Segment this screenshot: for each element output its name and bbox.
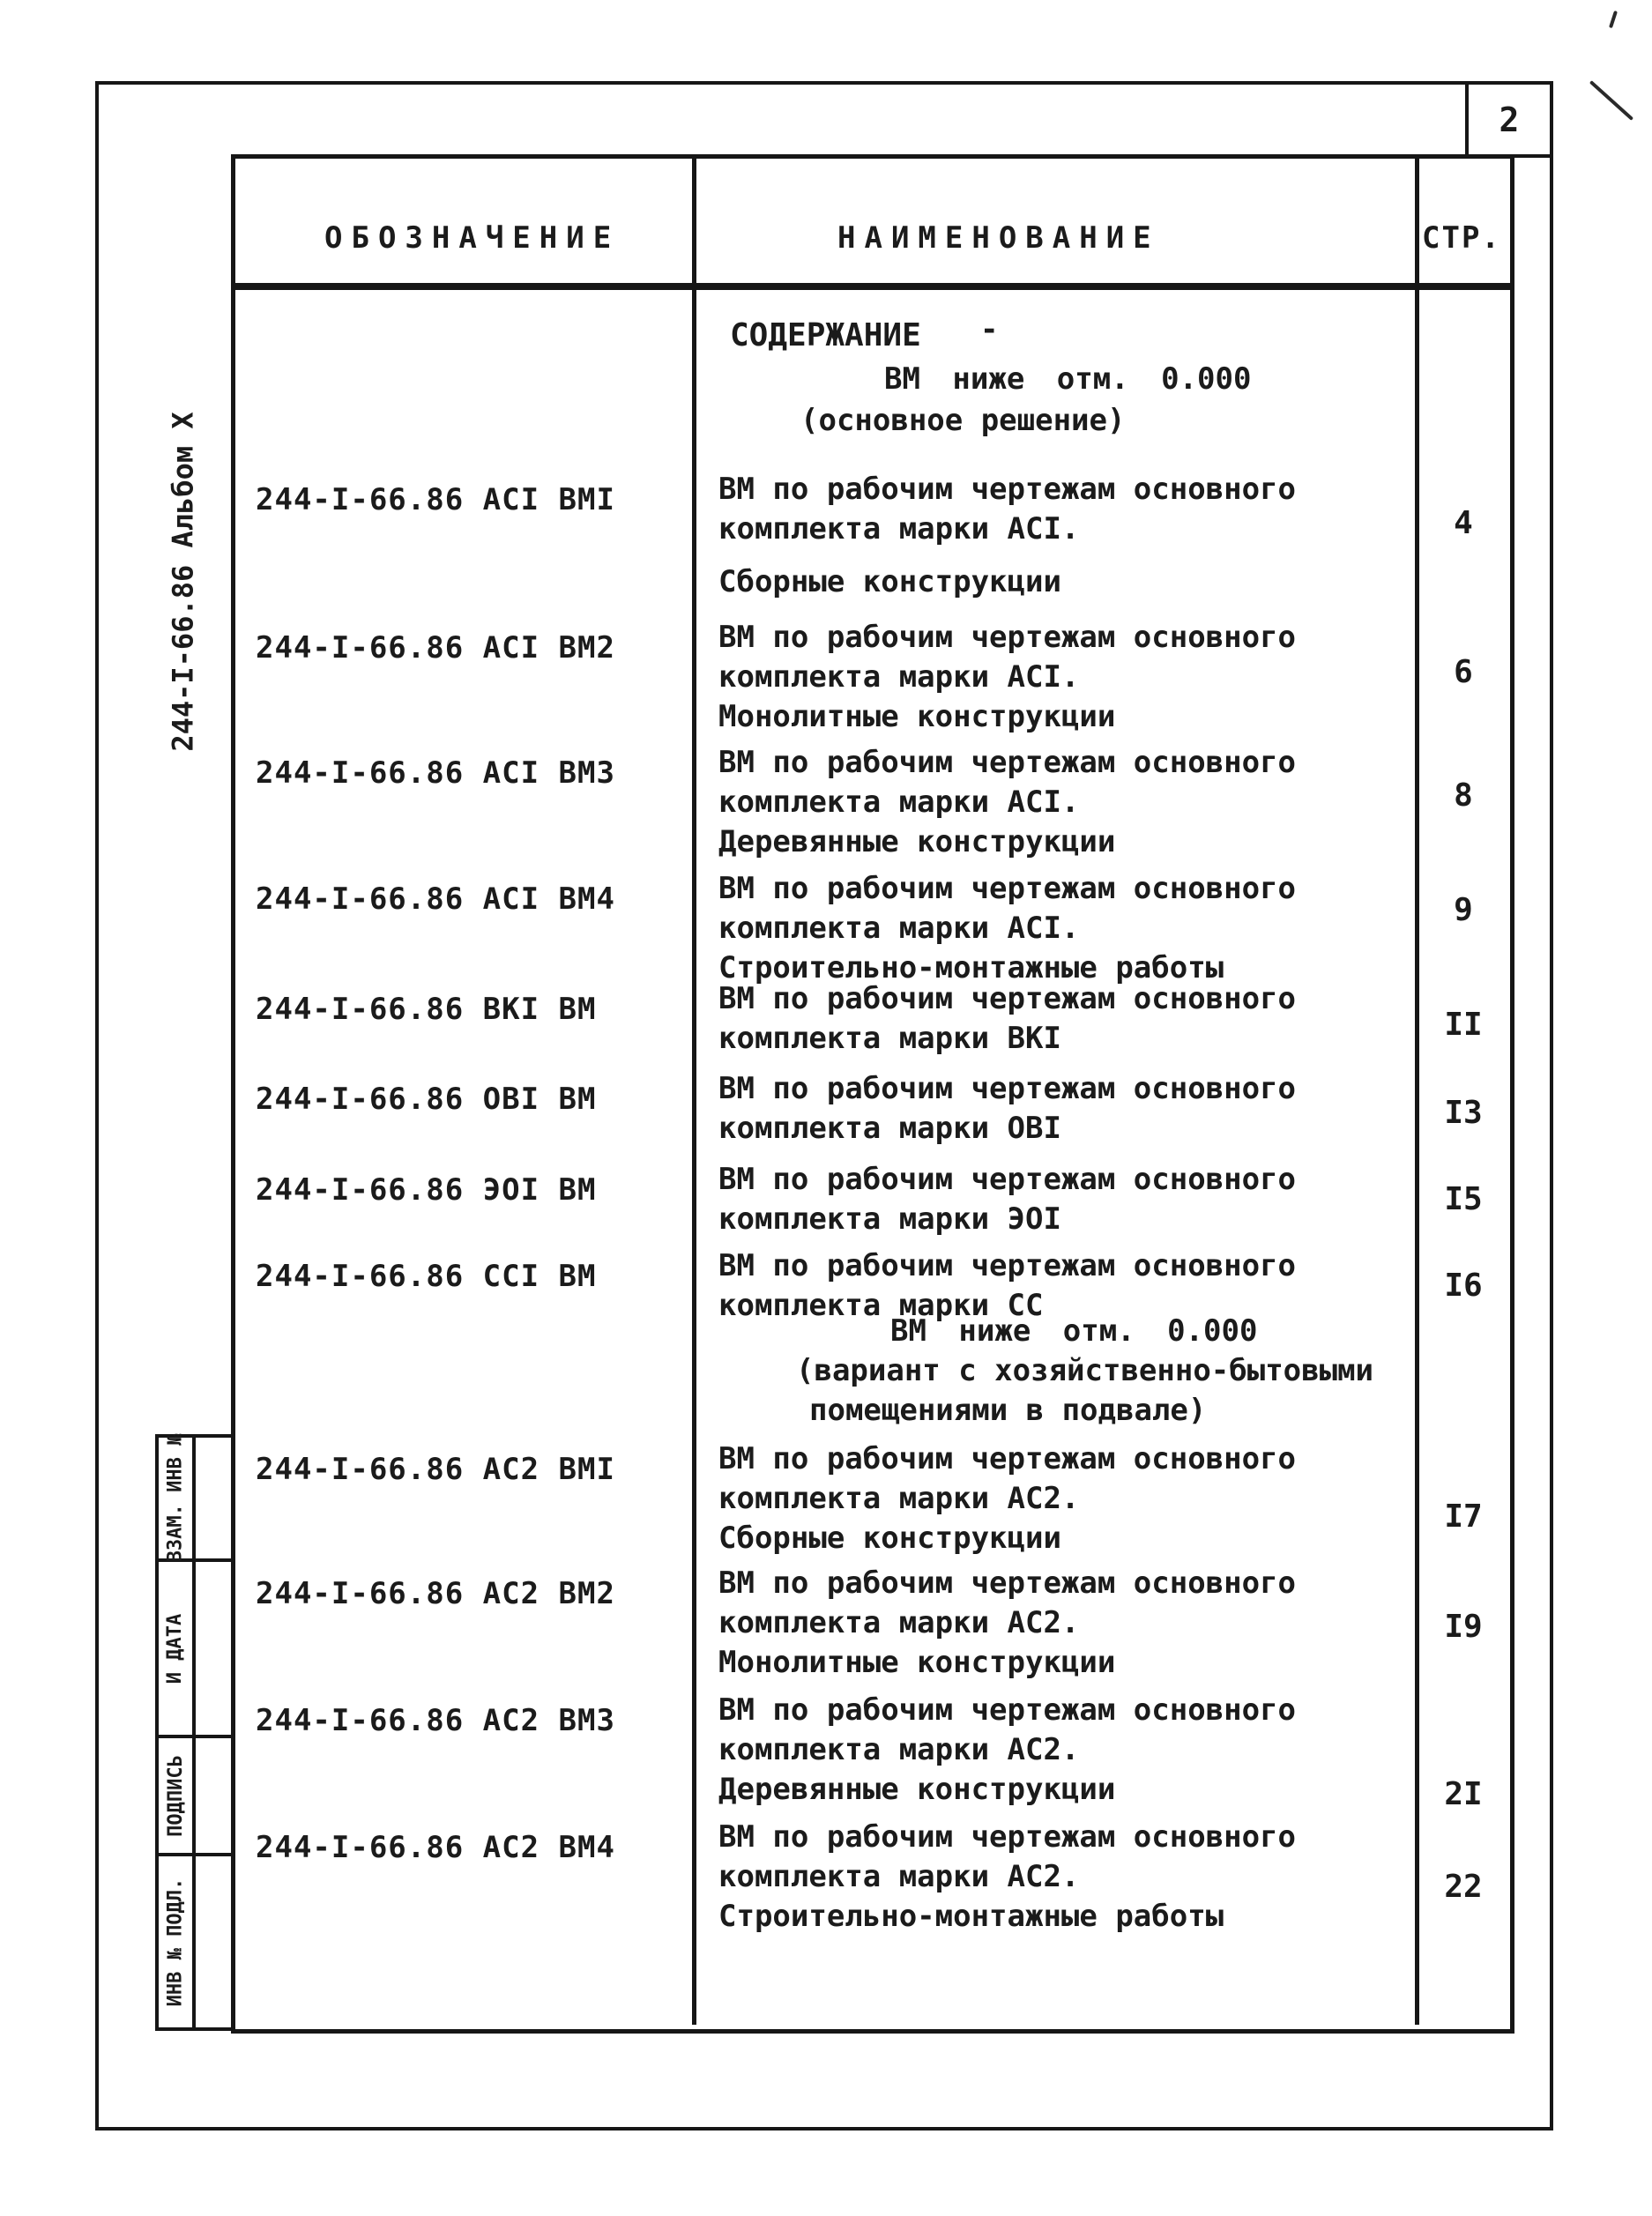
- row-designation: 244-I-66.86 ССI ВМ: [256, 1259, 597, 1294]
- row-name-line: ВМ по рабочим чертежам основного: [718, 745, 1297, 780]
- pen-mark: [1589, 80, 1633, 121]
- row-page: 9: [1454, 892, 1473, 928]
- header-name: НАИМЕНОВАНИЕ: [837, 220, 1160, 256]
- row-designation: 244-I-66.86 ЭОI ВМ: [256, 1172, 597, 1208]
- row-designation: 244-I-66.86 АСI ВМ2: [256, 630, 615, 666]
- row-name-line: Монолитные конструкции: [718, 699, 1116, 734]
- row-name: [718, 1691, 1406, 1810]
- row-page: 6: [1454, 654, 1473, 690]
- row-name-line: ВМ по рабочим чертежам основного: [718, 1565, 1297, 1601]
- row-name-line: Строительно-монтажные работы: [718, 1899, 1224, 1934]
- row-name-line: ВМ по рабочим чертежам основного: [718, 472, 1297, 507]
- sheet-number-box: [1465, 85, 1550, 158]
- row-name-line: ВМ по рабочим чертежам основного: [718, 620, 1297, 655]
- column-divider: [692, 154, 696, 2025]
- row-name-line: ВМ по рабочим чертежам основного: [718, 1441, 1297, 1476]
- row-name: [718, 979, 1406, 1059]
- row-designation: 244-I-66.86 АСI ВМ3: [256, 755, 615, 791]
- row-name: [718, 470, 1406, 549]
- stamp-cell-vzam-inv: ВЗАМ. ИНВ №: [164, 1433, 187, 1563]
- row-designation: 244-I-66.86 АСI ВМ4: [256, 881, 615, 917]
- row-name-line: Строительно-монтажные работы: [718, 950, 1224, 985]
- row-name-line: ВМ по рабочим чертежам основного: [718, 1071, 1297, 1106]
- row-name-line: Сборные конструкции: [718, 1521, 1061, 1556]
- header-separator: [231, 283, 1510, 290]
- row-name: [718, 743, 1406, 862]
- row-page: 2I: [1444, 1776, 1483, 1812]
- section2-subheading-1: (вариант с хозяйственно-бытовыми: [796, 1353, 1374, 1388]
- section2-subheading-2: помещениями в подвале): [809, 1393, 1207, 1428]
- row-name-line: Деревянные конструкции: [718, 824, 1116, 859]
- contents-title: СОДЕРЖАНИЕ: [730, 317, 921, 353]
- row-name-line: ВМ по рабочим чертежам основного: [718, 1248, 1297, 1283]
- header-page: СТР.: [1422, 220, 1501, 256]
- album-side-label: 244-I-66.86 Альбом X: [167, 412, 200, 752]
- section1-heading: ВМ ниже отм. 0.000: [884, 361, 1252, 397]
- row-designation: 244-I-66.86 АС2 ВМ2: [256, 1576, 615, 1611]
- row-name-line: комплекта марки АС2.: [718, 1859, 1080, 1894]
- row-name-line: комплекта марки АСI.: [718, 911, 1080, 946]
- row-name-line: комплекта марки ЭОI: [718, 1201, 1061, 1237]
- sheet-number: 2: [1499, 100, 1520, 139]
- row-page: I7: [1444, 1498, 1483, 1535]
- stray-dash: -: [980, 312, 999, 347]
- row-name-line: ВМ по рабочим чертежам основного: [718, 1692, 1297, 1728]
- row-designation: 244-I-66.86 ВКI ВМ: [256, 992, 597, 1027]
- row-name-line: комплекта марки СС: [718, 1288, 1044, 1323]
- row-name: [718, 1818, 1406, 1937]
- row-name: [718, 1439, 1406, 1558]
- row-designation: 244-I-66.86 ОВI ВМ: [256, 1082, 597, 1117]
- row-name-line: комплекта марки ОВI: [718, 1111, 1061, 1146]
- header-designation: ОБОЗНАЧЕНИЕ: [324, 220, 621, 256]
- row-name-line: комплекта марки АС2.: [718, 1605, 1080, 1640]
- row-page: I6: [1444, 1268, 1483, 1304]
- row-name: [718, 1564, 1406, 1683]
- row-name-extra: Сборные конструкции: [718, 564, 1061, 599]
- row-designation: 244-I-66.86 АС2 ВМI: [256, 1452, 615, 1487]
- stamp-divider: [192, 1438, 196, 2027]
- row-name: [718, 1160, 1406, 1239]
- row-page: I5: [1444, 1181, 1483, 1217]
- row-name-line: ВМ по рабочим чертежам основного: [718, 981, 1297, 1016]
- row-designation: 244-I-66.86 АСI ВМI: [256, 482, 615, 517]
- row-name: [718, 1069, 1406, 1149]
- row-page: 22: [1444, 1869, 1483, 1905]
- row-designation: 244-I-66.86 АС2 ВМ3: [256, 1703, 615, 1738]
- row-name-line: ВМ по рабочим чертежам основного: [718, 1162, 1297, 1197]
- row-designation: 244-I-66.86 АС2 ВМ4: [256, 1830, 615, 1865]
- row-page: I3: [1444, 1095, 1483, 1131]
- row-name-line: комплекта марки АС2.: [718, 1481, 1080, 1516]
- row-name-line: комплекта марки ВКI: [718, 1021, 1061, 1056]
- section1-subheading: (основное решение): [800, 403, 1126, 438]
- column-divider: [1415, 154, 1419, 2025]
- row-page: 4: [1454, 505, 1473, 541]
- row-name-line: Монолитные конструкции: [718, 1645, 1116, 1680]
- row-name-line: комплекта марки АСI.: [718, 511, 1080, 547]
- row-name: [718, 618, 1406, 737]
- stamp-cell-inv-podl: ИНВ № ПОДЛ.: [164, 1878, 187, 2006]
- pen-mark: [1609, 11, 1618, 28]
- row-name-line: комплекта марки АСI.: [718, 785, 1080, 820]
- row-page: I9: [1444, 1609, 1483, 1645]
- row-name-line: Деревянные конструкции: [718, 1772, 1116, 1807]
- row-name-line: комплекта марки АСI.: [718, 659, 1080, 695]
- row-name: [718, 869, 1406, 988]
- row-page: 8: [1454, 777, 1473, 814]
- row-name-line: комплекта марки АС2.: [718, 1732, 1080, 1767]
- stamp-cell-i-data: И ДАТА: [164, 1613, 187, 1684]
- stamp-column: [155, 1434, 234, 2031]
- row-name-line: ВМ по рабочим чертежам основного: [718, 1819, 1297, 1855]
- row-name-line: ВМ по рабочим чертежам основного: [718, 871, 1297, 906]
- section2-heading: ВМ ниже отм. 0.000: [890, 1313, 1258, 1349]
- row-page: II: [1444, 1007, 1483, 1043]
- stamp-cell-podpis: ПОДПИСЬ: [164, 1754, 187, 1837]
